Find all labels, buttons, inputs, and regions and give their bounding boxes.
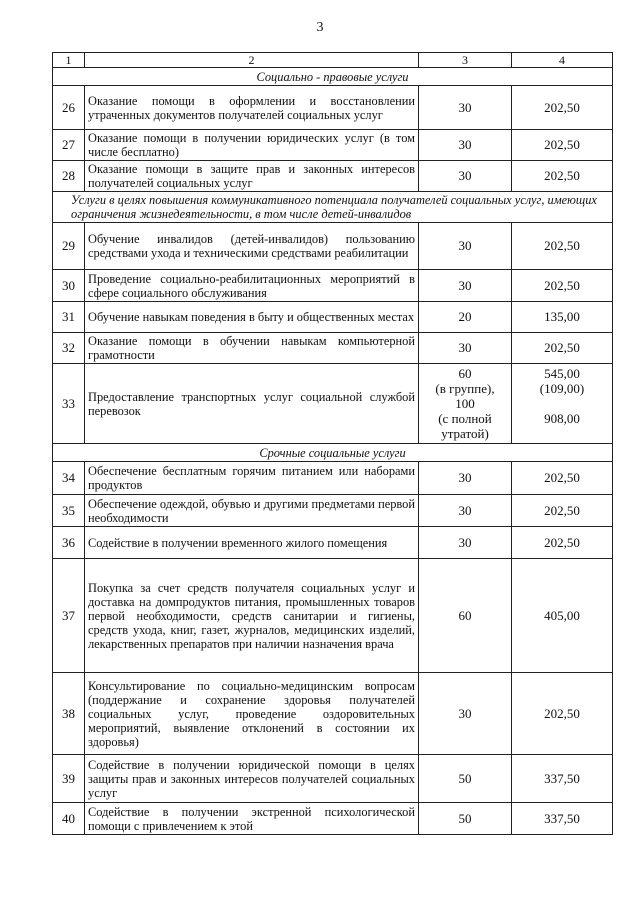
service-time: 30 <box>419 161 512 192</box>
service-price: 202,50 <box>512 270 613 302</box>
service-price: 202,50 <box>512 86 613 130</box>
service-time: 20 <box>419 302 512 333</box>
row-number: 30 <box>53 270 85 302</box>
service-description: Оказание помощи в защите прав и законных интересов получателей социальных услуг <box>85 161 419 192</box>
services-table <box>52 52 613 835</box>
service-time: 30 <box>419 130 512 161</box>
service-price: 202,50 <box>512 130 613 161</box>
service-time: 30 <box>419 223 512 270</box>
row-number: 33 <box>53 364 85 444</box>
table-row <box>53 270 613 302</box>
row-number: 27 <box>53 130 85 161</box>
row-number: 29 <box>53 223 85 270</box>
table-row <box>53 364 613 444</box>
service-description: Обучение инвалидов (детей-инвалидов) пользованию средствами ухода и техническими средствами реабилитации <box>85 223 419 270</box>
column-header: 2 <box>85 53 419 68</box>
price-line: 908,00 <box>544 411 580 426</box>
table-header-row <box>53 53 613 68</box>
time-line: 60 <box>458 366 472 381</box>
column-header: 1 <box>53 53 85 68</box>
time-line: (в группе), <box>435 381 495 396</box>
column-header: 3 <box>419 53 512 68</box>
service-price: 202,50 <box>512 223 613 270</box>
service-price: 135,00 <box>512 302 613 333</box>
service-time: 30 <box>419 86 512 130</box>
time-line: (с полной <box>438 411 492 426</box>
table-row <box>53 86 613 130</box>
service-time: 30 <box>419 673 512 755</box>
price-line: 545,00 <box>544 366 580 381</box>
section-title: Социально - правовые услуги <box>53 68 613 86</box>
service-price: 405,00 <box>512 559 613 673</box>
row-number: 26 <box>53 86 85 130</box>
service-price: 202,50 <box>512 527 613 559</box>
service-time: 30 <box>419 333 512 364</box>
table-row <box>53 130 613 161</box>
row-number: 28 <box>53 161 85 192</box>
service-time: 50 <box>419 755 512 803</box>
service-description: Содействие в получении юридической помощи в целях защиты прав и законных интересов получателей социальных услуг <box>85 755 419 803</box>
service-time: 30 <box>419 495 512 527</box>
table-row <box>53 755 613 803</box>
row-number: 32 <box>53 333 85 364</box>
row-number: 35 <box>53 495 85 527</box>
service-description: Обучение навыкам поведения в быту и общественных местах <box>85 302 419 333</box>
service-description: Обеспечение одеждой, обувью и другими предметами первой необходимости <box>85 495 419 527</box>
section-title: Услуги в целях повышения коммуникативного потенциала получателей социальных услуг, имеющих ограничения жизнедеятельности, в том числе детей-инвалидов <box>53 192 613 223</box>
time-line: 100 <box>455 396 475 411</box>
service-description: Оказание помощи в обучении навыкам компьютерной грамотности <box>85 333 419 364</box>
table-row <box>53 223 613 270</box>
table-row <box>53 333 613 364</box>
service-description: Проведение социально-реабилитационных мероприятий в сфере социального обслуживания <box>85 270 419 302</box>
service-time: 50 <box>419 803 512 835</box>
row-number: 31 <box>53 302 85 333</box>
service-time: 60 <box>419 559 512 673</box>
section-title: Срочные социальные услуги <box>53 444 613 462</box>
table-row <box>53 462 613 495</box>
service-description: Консультирование по социально-медицинским вопросам (поддержание и сохранение здоровья получателей социальных услуг, проведение оздоровительных мероприятий, выявление отклонений в состоянии их здоровья) <box>85 673 419 755</box>
row-number: 36 <box>53 527 85 559</box>
service-time: 30 <box>419 462 512 495</box>
service-price: 202,50 <box>512 462 613 495</box>
table-row <box>53 495 613 527</box>
service-price: 337,50 <box>512 803 613 835</box>
row-number: 40 <box>53 803 85 835</box>
page-number: 3 <box>316 20 324 35</box>
table-row <box>53 559 613 673</box>
service-price: 337,50 <box>512 755 613 803</box>
service-description: Обеспечение бесплатным горячим питанием или наборами продуктов <box>85 462 419 495</box>
service-price: 202,50 <box>512 333 613 364</box>
column-header: 4 <box>512 53 613 68</box>
price-line: (109,00) <box>539 381 585 396</box>
table-row <box>53 161 613 192</box>
section-header-communication <box>53 192 613 223</box>
service-price: 202,50 <box>512 161 613 192</box>
time-line: утратой) <box>441 426 489 441</box>
row-number: 38 <box>53 673 85 755</box>
service-description: Содействие в получении временного жилого помещения <box>85 527 419 559</box>
service-description: Покупка за счет средств получателя социальных услуг и доставка на домпродуктов питания, промышленных товаров первой необходимости, средств санитарии и гигиены, средств ухода, книг, газет, журналов, медицинских изделий, лекарственных препаратов при наличии назначения врача <box>85 559 419 673</box>
table-row <box>53 803 613 835</box>
service-time: 30 <box>419 527 512 559</box>
service-price: 202,50 <box>512 495 613 527</box>
service-price: 202,50 <box>512 673 613 755</box>
table-row <box>53 527 613 559</box>
section-header-urgent <box>53 444 613 462</box>
section-header-legal <box>53 68 613 86</box>
service-description: Оказание помощи в оформлении и восстановлении утраченных документов получателей социальных услуг <box>85 86 419 130</box>
table-row <box>53 302 613 333</box>
service-description: Содействие в получении экстренной психологической помощи с привлечением к этой <box>85 803 419 835</box>
service-time <box>419 364 512 444</box>
service-price <box>512 364 613 444</box>
service-description: Оказание помощи в получении юридических услуг (в том числе бесплатно) <box>85 130 419 161</box>
row-number: 39 <box>53 755 85 803</box>
table-row <box>53 673 613 755</box>
service-description: Предоставление транспортных услуг социальной службой перевозок <box>85 364 419 444</box>
service-time: 30 <box>419 270 512 302</box>
row-number: 34 <box>53 462 85 495</box>
price-line <box>515 396 609 411</box>
price-line <box>515 426 609 441</box>
row-number: 37 <box>53 559 85 673</box>
